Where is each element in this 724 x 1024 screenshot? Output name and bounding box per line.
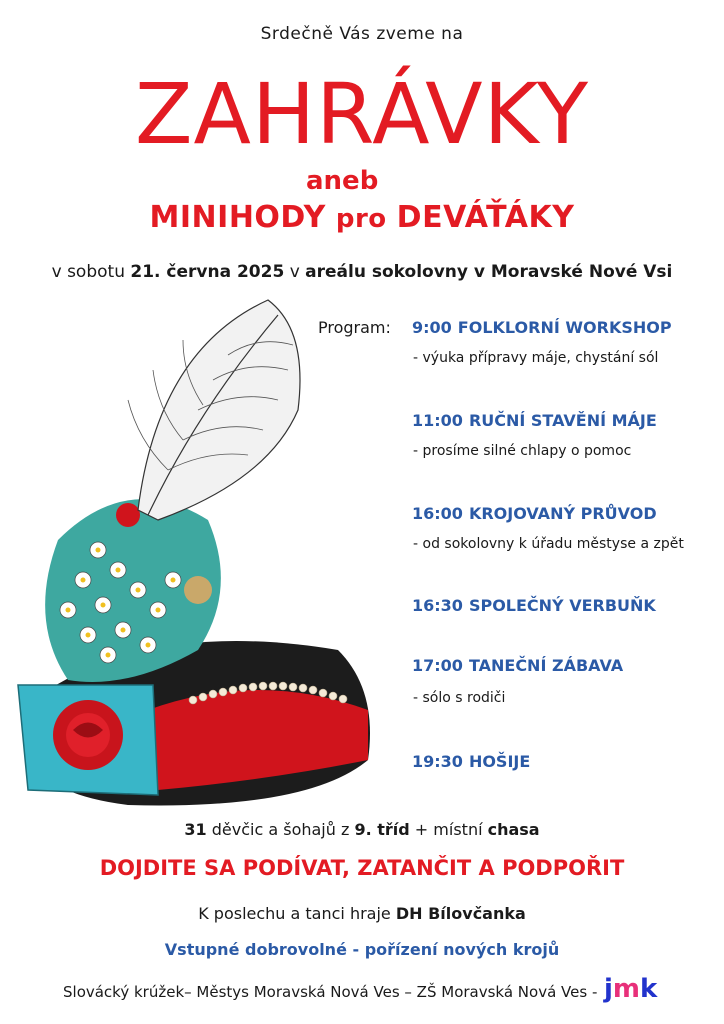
date-location-line [0, 262, 724, 282]
aneb-text: aneb [306, 166, 379, 196]
date-prefix: v sobotu [51, 262, 131, 282]
subtitle-part-2: pro [335, 204, 387, 234]
program-description: - sólo s rodiči [413, 690, 506, 706]
program-title: KROJOVANÝ PRŮVOD [468, 504, 657, 523]
program-title: SPOLEČNÝ VERBUŇK [468, 596, 656, 615]
call-to-action: DOJDITE SA PODÍVAT, ZATANČIT A PODPOŘIT [99, 856, 625, 880]
program-description: - od sokolovny k úřadu městyse a zpět [413, 536, 684, 552]
program-description: - prosíme silné chlapy o pomoc [413, 443, 632, 459]
kroj-hat-illustration [8, 290, 388, 815]
logo-letter-k: k [640, 974, 658, 1004]
participant-count: 31 [184, 820, 207, 839]
program-description: - výuka přípravy máje, chystání sól [413, 350, 659, 366]
program-time: 19:30 [412, 752, 463, 771]
program-time: 9:00 [412, 318, 452, 337]
participants-text: děvčic a šohajů z [206, 820, 355, 839]
participant-chasa: chasa [487, 820, 540, 839]
logo-letter-m: m [612, 974, 641, 1004]
band-text: K poslechu a tanci hraje [198, 904, 396, 923]
event-title: ZAHRÁVKY [134, 65, 590, 163]
subtitle-part-3: DEVÁŤÁKY [396, 200, 575, 235]
participants-line [0, 820, 724, 839]
participant-classes: 9. tříd [354, 820, 410, 839]
footer-organizers: Slovácký krúžek– Městys Moravská Nová Ves – ZŠ Moravská Nová Ves - [63, 983, 598, 1001]
participants-text-2: + místní [409, 820, 488, 839]
logo-letter-j: j [604, 974, 613, 1004]
band-line [0, 904, 724, 923]
event-subtitle [0, 200, 724, 235]
program-item [412, 596, 656, 615]
program-time: 17:00 [412, 656, 463, 675]
program-title: HOŠIJE [468, 752, 531, 771]
program-time: 16:00 [412, 504, 463, 523]
program-item [412, 411, 657, 430]
program-item [412, 656, 623, 675]
program-time: 16:30 [412, 596, 463, 615]
program-item [412, 318, 672, 337]
program-item [412, 752, 530, 771]
program-time: 11:00 [412, 411, 463, 430]
entry-fee-line: Vstupné dobrovolné - pořízení nových krojů [164, 940, 560, 959]
event-date: 21. června 2025 [130, 262, 285, 282]
program-item [412, 504, 657, 523]
invitation-text: Srdečně Vás zveme na [260, 24, 464, 44]
program-title: TANEČNÍ ZÁBAVA [468, 656, 624, 675]
band-name: DH Bílovčanka [395, 904, 526, 923]
program-title: FOLKLORNÍ WORKSHOP [457, 318, 672, 337]
event-place: areálu sokolovny v Moravské Nové Vsi [305, 262, 673, 282]
program-title: RUČNÍ STAVĚNÍ MÁJE [468, 411, 657, 430]
program-label: Program: [318, 318, 391, 337]
date-mid: v [284, 262, 306, 282]
subtitle-part-1: MINIHODY [149, 200, 326, 235]
jmk-logo [604, 974, 657, 1004]
